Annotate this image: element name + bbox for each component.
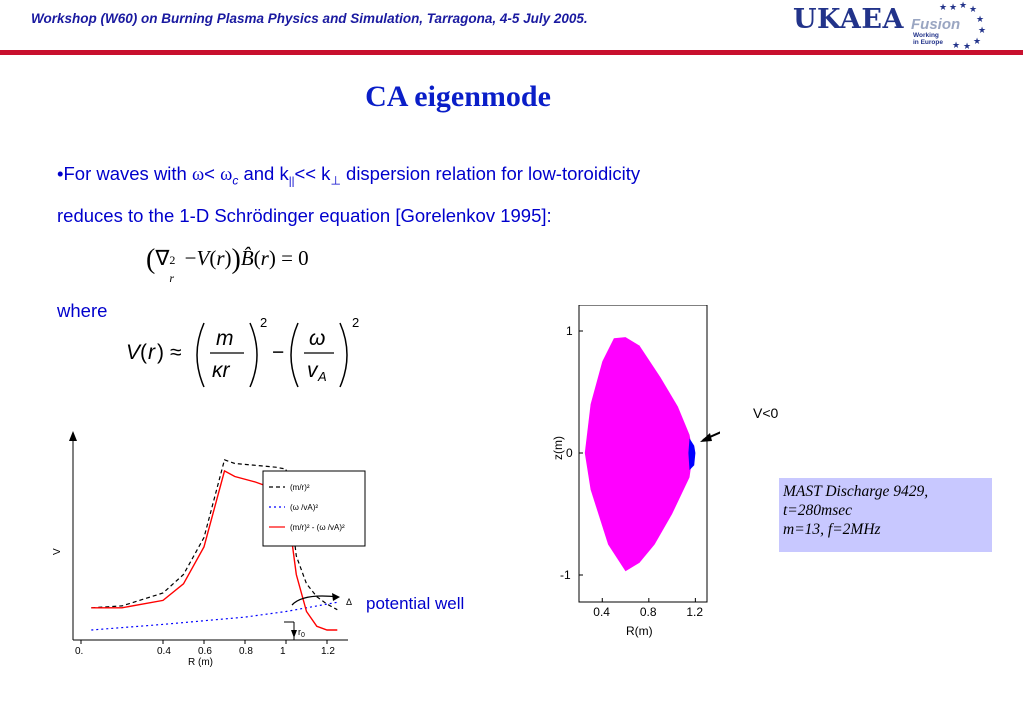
v-negative-arrow	[703, 417, 720, 440]
svg-text:★: ★	[939, 2, 948, 12]
svg-text:(: (	[140, 341, 147, 364]
svg-text:★: ★	[969, 4, 978, 14]
potential-legend-label: (m/r)²	[290, 483, 310, 492]
potential-legend-label: (ω /vA)²	[290, 503, 319, 512]
potential-x-tick-label: 0.	[75, 646, 84, 657]
cross-section-ylabel: z(m)	[551, 436, 565, 460]
potential-x-tick-label: 0.6	[198, 646, 212, 657]
ukaea-logo: UKAEA	[793, 4, 904, 35]
cross-section-x-tick-label: 0.4	[593, 605, 610, 619]
cross-section-x-tick-label: 0.8	[639, 605, 657, 619]
potential-x-tick-label: 0.4	[157, 646, 171, 657]
v-negative-label: V<0	[753, 405, 779, 421]
cross-section-region-v-0	[688, 438, 695, 470]
logo-working-line2: in Europe	[913, 39, 943, 46]
svg-text:≈: ≈	[170, 341, 182, 364]
omega-c-subscript: c	[232, 173, 239, 188]
k-parallel-subscript: ||	[288, 175, 295, 188]
bullet-line-2: reduces to the 1-D Schrödinger equation [Gorelenkov 1995]:	[57, 204, 552, 226]
schrodinger-equation: (∇ 2 r −V(r))B̂(r) = 0	[146, 244, 309, 285]
cross-section-x-tick-label: 1.2	[686, 605, 704, 619]
svg-text:2: 2	[352, 315, 360, 330]
potential-ylabel: V	[52, 548, 63, 555]
omega-c-symbol: ω	[220, 165, 233, 185]
potential-xlabel: R (m)	[188, 657, 213, 668]
workshop-header: Workshop (W60) on Burning Plasma Physics and Simulation, Tarragona, 4-5 July 2005.	[31, 11, 588, 26]
svg-text:2: 2	[260, 315, 268, 330]
svg-text:m: m	[216, 327, 234, 350]
cross-section-y-tick-label: 0	[566, 446, 573, 460]
potential-profile-chart	[48, 425, 368, 670]
cross-section-y-tick-label: -1	[560, 568, 571, 582]
omega-symbol: ω	[191, 165, 205, 185]
delta-arrow-head-icon	[332, 593, 340, 601]
lt-symbol: <	[204, 163, 221, 184]
cross-section-xlabel: R(m)	[626, 624, 653, 638]
r0-label: $r_0$	[298, 627, 305, 639]
svg-text:A: A	[318, 369, 327, 384]
ll-k: << k	[294, 163, 331, 184]
and-k: and k	[238, 163, 289, 184]
svg-text:v: v	[307, 359, 318, 382]
potential-equation-svg	[126, 315, 366, 395]
potential-legend-label: (m/r)² - (ω /vA)²	[290, 523, 345, 532]
cross-section-y-tick-label: 1	[566, 324, 573, 338]
slide-title: CA eigenmode	[365, 80, 551, 113]
mast-line-3: m=13, f=2MHz	[783, 521, 881, 538]
svg-text:★: ★	[976, 14, 985, 24]
bullet-part-b: dispersion relation for low-toroidicity	[340, 163, 641, 184]
poloidal-cross-section-chart	[540, 305, 720, 640]
svg-text:★: ★	[949, 2, 958, 12]
where-label: where	[57, 300, 108, 321]
potential-x-tick-label: 0.8	[239, 646, 253, 657]
svg-text:ω: ω	[309, 327, 326, 350]
svg-text:−: −	[272, 341, 285, 364]
mast-discharge-box	[779, 478, 992, 552]
mast-line-2: t=280msec	[783, 502, 853, 519]
cross-section-regions	[585, 337, 696, 571]
k-perp-subscript: ⊥	[330, 173, 341, 188]
eu-stars-icon	[905, 0, 995, 50]
logo-working-line1: Working	[913, 32, 939, 39]
bullet-line-1	[57, 157, 857, 199]
r0-arrow-icon	[291, 630, 297, 638]
svg-text:κr: κr	[212, 359, 230, 382]
svg-text:★: ★	[963, 41, 972, 50]
svg-text:★: ★	[959, 0, 968, 10]
svg-text:★: ★	[973, 36, 982, 46]
mast-line-1: MAST Discharge 9429,	[783, 483, 929, 500]
svg-text:★: ★	[978, 25, 987, 35]
bullet-part-a: •For waves with	[57, 163, 192, 184]
svg-text:★: ★	[952, 40, 961, 50]
svg-text:V: V	[126, 341, 141, 364]
svg-text:r: r	[148, 341, 155, 364]
potential-x-ticks	[75, 640, 335, 657]
header-red-bar	[0, 50, 1023, 55]
bullet-text	[57, 157, 857, 233]
potential-x-tick-label: 1.2	[321, 646, 335, 657]
fusion-logo-text: Fusion	[911, 16, 961, 33]
v-negative-arrow-head-icon	[700, 433, 712, 442]
delta-label: Δ	[346, 597, 353, 607]
potential-well-label: potential well	[366, 594, 465, 613]
potential-x-tick-label: 1	[280, 646, 286, 657]
cross-section-region-plasma	[585, 337, 693, 571]
svg-text:): )	[157, 341, 164, 364]
